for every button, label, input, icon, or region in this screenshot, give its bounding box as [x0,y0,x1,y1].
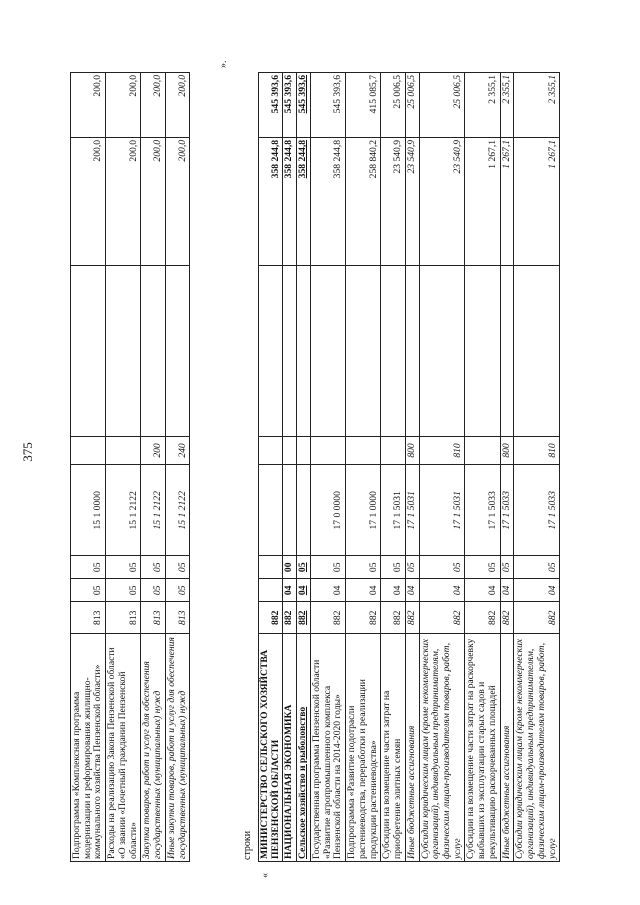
row-ministry-code: 813 [106,602,141,634]
row-target-article [297,465,311,556]
row-amount-1 [346,266,381,436]
row-name: Сельское хозяйство и рыболовство [297,634,311,862]
row-subsection-code: 00 [283,556,297,579]
row-amount-1 [297,266,311,436]
row-ministry-code: 882 [310,602,345,634]
row-target-article: 17 1 5031 [419,465,465,556]
row-target-article: 15 1 2122 [106,465,141,556]
budget-table-continued [70,72,190,862]
row-name: Подпрограмма «Развитие подотрасли растениеводства, переработки и реализации продукции растениеводства» [346,634,381,862]
row-expense-type [106,436,141,465]
row-section-code: 04 [419,579,465,602]
row-amount-3: 25 006,5 [419,73,465,138]
row-target-article: 15 1 2122 [141,465,165,556]
row-section-code: 04 [405,579,419,602]
row-subsection-code: 05 [71,556,106,579]
row-ministry-code: 882 [283,602,297,634]
row-target-article: 15 1 2122 [165,465,189,556]
row-name: НАЦИОНАЛЬНАЯ ЭКОНОМИКА [283,634,297,862]
row-section-code: 04 [283,579,297,602]
table-row [141,73,165,862]
row-expense-type: 200 [141,436,165,465]
row-amount-3: 2 355,1 [500,73,514,138]
rotated-page-content [52,60,572,880]
row-amount-2: 1 267,1 [500,137,514,265]
opening-quote-mark: « [260,873,271,878]
row-subsection-code: 05 [381,556,405,579]
row-target-article: 17 1 0000 [346,465,381,556]
row-section-code: 04 [297,579,311,602]
row-amount-3: 545 393,6 [310,73,345,138]
row-name: Закупка товаров, работ и услуг для обеспечения государственных (муниципальных) нужд [141,634,165,862]
row-name: Субсидии юридическим лицам (кроме некоммерческих организаций), индивидуальным предпринимателям, физическим лицам-производителям товаров, работ, услуг [419,634,465,862]
row-ministry-code: 882 [346,602,381,634]
row-name: Субсидии юридическим лицам (кроме некоммерческих организаций), индивидуальным предпринимателям, физическим лицам-производителям товаров, работ, услуг [514,634,560,862]
row-ministry-code: 882 [297,602,311,634]
row-target-article: 17 1 5031 [405,465,419,556]
row-section-code: 04 [310,579,345,602]
row-ministry-code: 882 [500,602,514,634]
row-name: Подпрограмма «Комплексная программа модернизации и реформирования жилищно-коммунального хозяйства Пензенской области» [71,634,106,862]
table-row [259,73,283,862]
row-amount-1 [381,266,405,436]
row-amount-1 [514,266,560,436]
row-target-article [259,465,283,556]
row-ministry-code: 882 [465,602,500,634]
row-expense-type [310,436,345,465]
row-amount-3: 200,0 [106,73,141,138]
row-subsection-code: 05 [514,556,560,579]
table-row [297,73,311,862]
row-section-code: 05 [165,579,189,602]
row-target-article: 17 1 5033 [514,465,560,556]
row-expense-type [465,436,500,465]
row-section-code: 05 [106,579,141,602]
row-subsection-code: 05 [500,556,514,579]
row-amount-3: 25 006,5 [381,73,405,138]
row-amount-3: 200,0 [141,73,165,138]
row-subsection-code: 05 [141,556,165,579]
row-expense-type [71,436,106,465]
budget-table-inserted [258,72,560,862]
row-amount-1 [405,266,419,436]
row-name: Субсидии на возмещение части затрат на раскорчевку выбывших из эксплуатации старых садов и рекультивацию раскорчеванных площадей [465,634,500,862]
row-amount-2: 200,0 [141,137,165,265]
row-amount-2: 358 244,8 [310,137,345,265]
row-expense-type [346,436,381,465]
row-amount-1 [141,266,165,436]
label-stroki: строки [242,830,253,860]
row-amount-3: 200,0 [165,73,189,138]
row-amount-3: 545 393,6 [259,73,283,138]
row-section-code: 04 [346,579,381,602]
row-section-code: 04 [500,579,514,602]
row-amount-2: 358 244,8 [283,137,297,265]
row-expense-type: 810 [419,436,465,465]
row-name: Иные бюджетные ассигнования [405,634,419,862]
table-row [405,73,419,862]
row-amount-2: 1 267,1 [514,137,560,265]
row-subsection-code: 05 [465,556,500,579]
row-name: Иные закупки товаров, работ и услуг для обеспечения государственных (муниципальных) нужд [165,634,189,862]
table-row [465,73,500,862]
row-ministry-code: 813 [71,602,106,634]
row-amount-2: 358 244,8 [297,137,311,265]
table-row [310,73,345,862]
row-expense-type: 810 [514,436,560,465]
row-amount-2: 200,0 [106,137,141,265]
row-amount-3: 545 393,6 [283,73,297,138]
row-target-article: 17 1 5033 [500,465,514,556]
row-amount-3: 2 355,1 [514,73,560,138]
page-number: 375 [20,442,35,462]
row-target-article: 17 1 5033 [465,465,500,556]
row-amount-3: 415 085,7 [346,73,381,138]
row-ministry-code: 813 [165,602,189,634]
table-row [381,73,405,862]
table-row [514,73,560,862]
row-amount-1 [419,266,465,436]
row-section-code: 05 [141,579,165,602]
row-amount-1 [310,266,345,436]
row-expense-type: 240 [165,436,189,465]
row-name: Субсидии на возмещение части затрат на приобретение элитных семян [381,634,405,862]
row-ministry-code: 882 [259,602,283,634]
row-expense-type: 800 [405,436,419,465]
row-amount-1 [259,266,283,436]
row-amount-1 [71,266,106,436]
row-target-article [283,465,297,556]
row-amount-2: 358 244,8 [259,137,283,265]
table-row [346,73,381,862]
row-amount-1 [165,266,189,436]
table-row [283,73,297,862]
row-subsection-code: 05 [297,556,311,579]
row-expense-type [259,436,283,465]
row-section-code: 04 [514,579,560,602]
row-amount-3: 2 355,1 [465,73,500,138]
row-ministry-code: 882 [405,602,419,634]
row-subsection-code: 05 [106,556,141,579]
row-expense-type [283,436,297,465]
row-amount-3: 200,0 [71,73,106,138]
row-expense-type [297,436,311,465]
row-expense-type [381,436,405,465]
row-amount-2: 200,0 [71,137,106,265]
row-name: МИНИСТЕРСТВО СЕЛЬСКОГО ХОЗЯЙСТВА ПЕНЗЕНСКОЙ ОБЛАСТИ [259,634,283,862]
row-name: Иные бюджетные ассигнования [500,634,514,862]
row-subsection-code: 05 [419,556,465,579]
table-row [419,73,465,862]
row-amount-2: 23 540,9 [381,137,405,265]
row-amount-3: 25 006,5 [405,73,419,138]
row-ministry-code: 882 [419,602,465,634]
row-amount-1 [500,266,514,436]
row-section-code: 04 [465,579,500,602]
table-row [106,73,141,862]
row-amount-2: 23 540,9 [419,137,465,265]
row-amount-2: 23 540,9 [405,137,419,265]
row-amount-2: 200,0 [165,137,189,265]
row-target-article: 17 1 5031 [381,465,405,556]
row-subsection-code: 05 [346,556,381,579]
row-name: Государственная программа Пензенской области «Развитие агропромышленного комплекса Пензенской области на 2014-2020 годы» [310,634,345,862]
row-ministry-code: 882 [514,602,560,634]
row-subsection-code: 05 [165,556,189,579]
row-amount-1 [465,266,500,436]
row-amount-1 [283,266,297,436]
row-section-code: 05 [71,579,106,602]
closing-quote-mark: ». [218,60,229,68]
row-subsection-code [259,556,283,579]
row-ministry-code: 813 [141,602,165,634]
row-amount-2: 258 840,2 [346,137,381,265]
row-subsection-code: 05 [310,556,345,579]
table-row [500,73,514,862]
row-target-article: 17 0 0000 [310,465,345,556]
row-amount-2: 1 267,1 [465,137,500,265]
row-amount-1 [106,266,141,436]
table-row [165,73,189,862]
table-row [71,73,106,862]
row-amount-3: 545 393,6 [297,73,311,138]
row-expense-type: 800 [500,436,514,465]
row-section-code: 04 [381,579,405,602]
row-target-article: 15 1 0000 [71,465,106,556]
row-ministry-code: 882 [381,602,405,634]
row-subsection-code: 05 [405,556,419,579]
row-name: Расходы на реализацию Закона Пензенской области «О звании «Почетный гражданин Пензенской области» [106,634,141,862]
row-section-code [259,579,283,602]
